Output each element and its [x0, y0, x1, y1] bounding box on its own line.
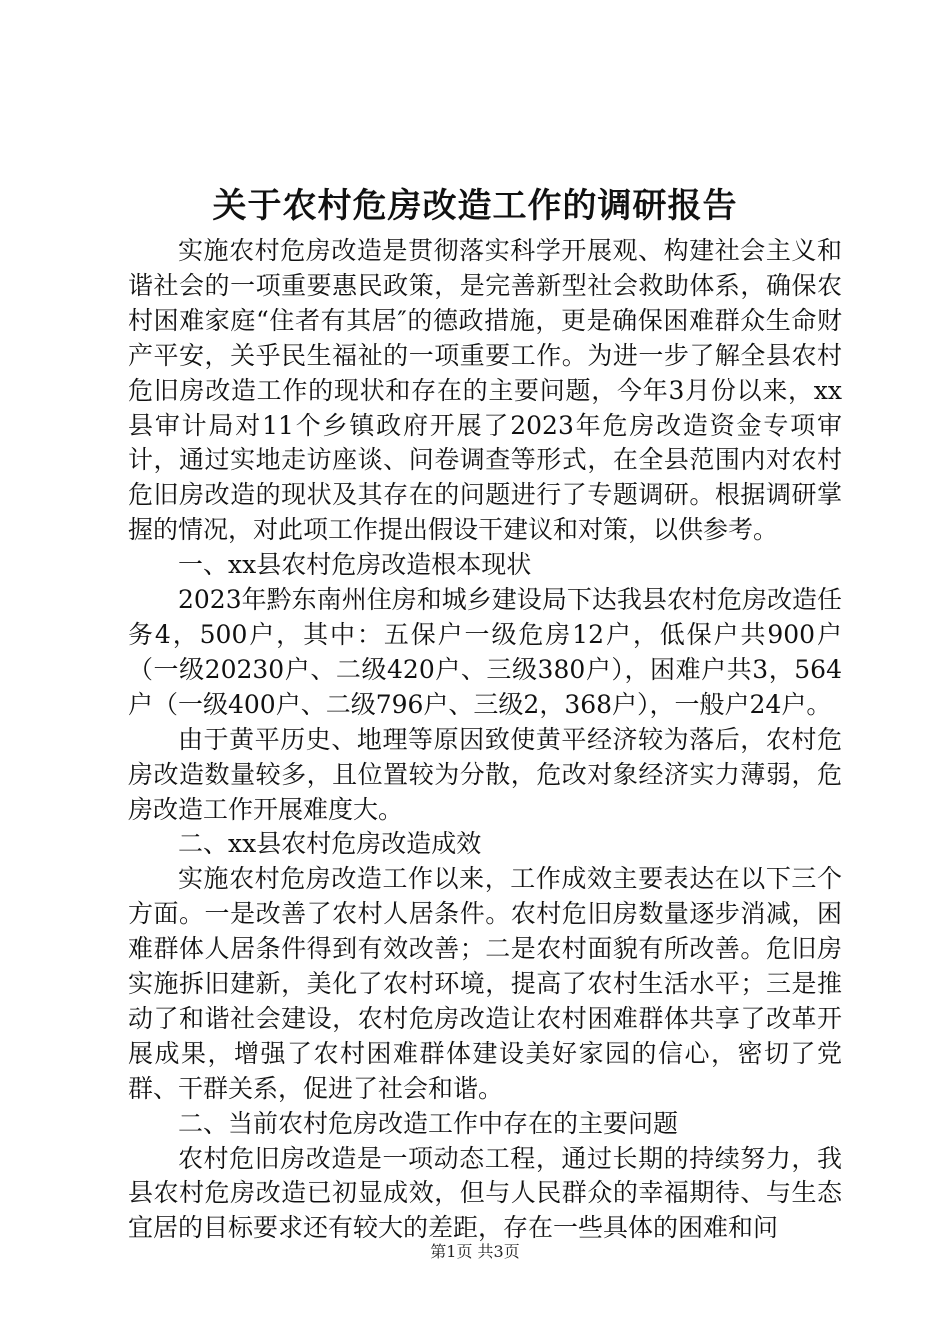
section-heading-problems: 二、当前农村危房改造工作中存在的主要问题: [178, 1108, 679, 1138]
document-body: [128, 234, 842, 1246]
status-paragraph-difficulty: 由于黄平历史、地理等原因致使黄平经济较为落后，农村危房改造数量较多，且位置较为分散，危改对象经济实力薄弱，危房改造工作开展难度大。: [128, 724, 842, 824]
intro-paragraph: 实施农村危房改造是贯彻落实科学开展观、构建社会主义和谐社会的一项重要惠民政策，是完善新型社会救助体系，确保农村困难家庭“住者有其居″的德政措施，更是确保困难群众生命财产平安，关乎民生福祉的一项重要工作。为进一步了解全县农村危旧房改造工作的现状和存在的主要问题，今年3月份以来，xx县审计局对11个乡镇政府开展了2023年危房改造资金专项审计，通过实地走访座谈、问卷调查等形式，在全县范围内对农村危旧房改造的现状及其存在的问题进行了专题调研。根据调研掌握的情况，对此项工作提出假设干建议和对策，以供参考。: [128, 236, 842, 545]
section-heading-status: 一、xx县农村危房改造根本现状: [178, 550, 532, 580]
page-footer: 第1页 共3页: [430, 1242, 520, 1261]
page-title: 关于农村危房改造工作的调研报告: [212, 186, 738, 226]
section-heading-results: 二、xx县农村危房改造成效: [178, 829, 482, 859]
status-paragraph-tasks: 2023年黔东南州住房和城乡建设局下达我县农村危房改造任务4，500户，其中：五保户一级危房12户，低保户共900户（一级20230户、二级420户、三级380户），困难户共3，564户（一级400户、二级796户、三级2，368户），一般户24户。: [128, 585, 842, 719]
results-paragraph: 实施农村危房改造工作以来，工作成效主要表达在以下三个方面。一是改善了农村人居条件。农村危旧房数量逐步消减，困难群体人居条件得到有效改善；二是农村面貌有所改善。危旧房实施拆旧建新，美化了农村环境，提高了农村生活水平；三是推动了和谐社会建设，农村危房改造让农村困难群体共享了改革开展成果，增强了农村困难群体建设美好家园的信心，密切了党群、干群关系，促进了社会和谐。: [128, 864, 842, 1103]
problems-paragraph: 农村危旧房改造是一项动态工程，通过长期的持续努力，我县农村危房改造已初显成效，但与人民群众的幸福期待、与生态宜居的目标要求还有较大的差距，存在一些具体的困难和问: [128, 1143, 842, 1243]
